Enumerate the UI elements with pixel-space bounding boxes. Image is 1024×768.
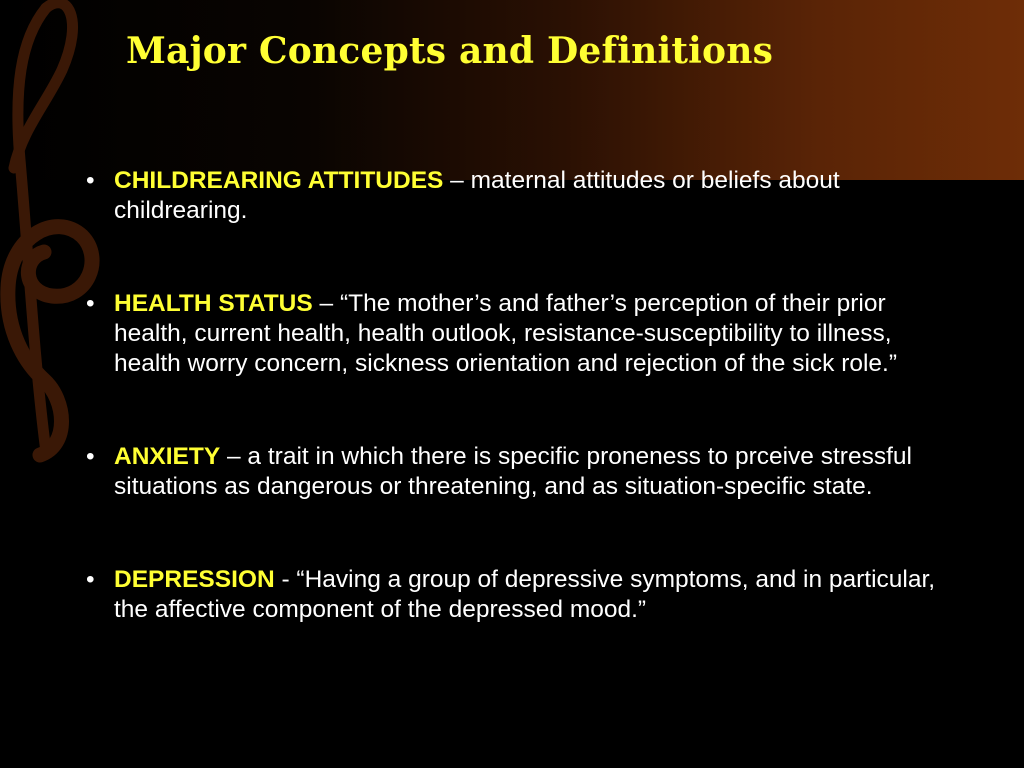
term-label: HEALTH STATUS xyxy=(114,290,313,317)
term-label: ANXIETY xyxy=(114,443,221,470)
list-item xyxy=(86,442,956,502)
list-item xyxy=(86,289,956,379)
term-label: CHILDREARING ATTITUDES xyxy=(114,167,444,194)
term-definition: – “The mother’s and father’s perception of their prior health, current health, health outlook, resistance-susceptibility to illness, health worry concern, sickness orientation and rejection of the sick role.” xyxy=(114,290,898,377)
term-definition: – a trait in which there is specific proneness to prceive stressful situations as dangerous or threatening, and as situation-specific state. xyxy=(114,443,912,500)
term-label: DEPRESSION xyxy=(114,566,275,593)
list-item xyxy=(86,565,956,625)
bullet-icon: • xyxy=(86,290,95,317)
definition-list xyxy=(86,166,956,625)
term-definition: - “Having a group of depressive symptoms, and in particular, the affective component of the depressed mood.” xyxy=(114,566,936,623)
term-definition: – maternal attitudes or beliefs about childrearing. xyxy=(114,167,840,224)
list-item xyxy=(86,166,956,226)
bullet-icon: • xyxy=(86,443,95,470)
header-gradient-band xyxy=(0,0,1024,180)
bullet-icon: • xyxy=(86,167,95,194)
slide-title: Major Concepts and Definitions xyxy=(126,30,774,72)
bullet-icon: • xyxy=(86,566,95,593)
